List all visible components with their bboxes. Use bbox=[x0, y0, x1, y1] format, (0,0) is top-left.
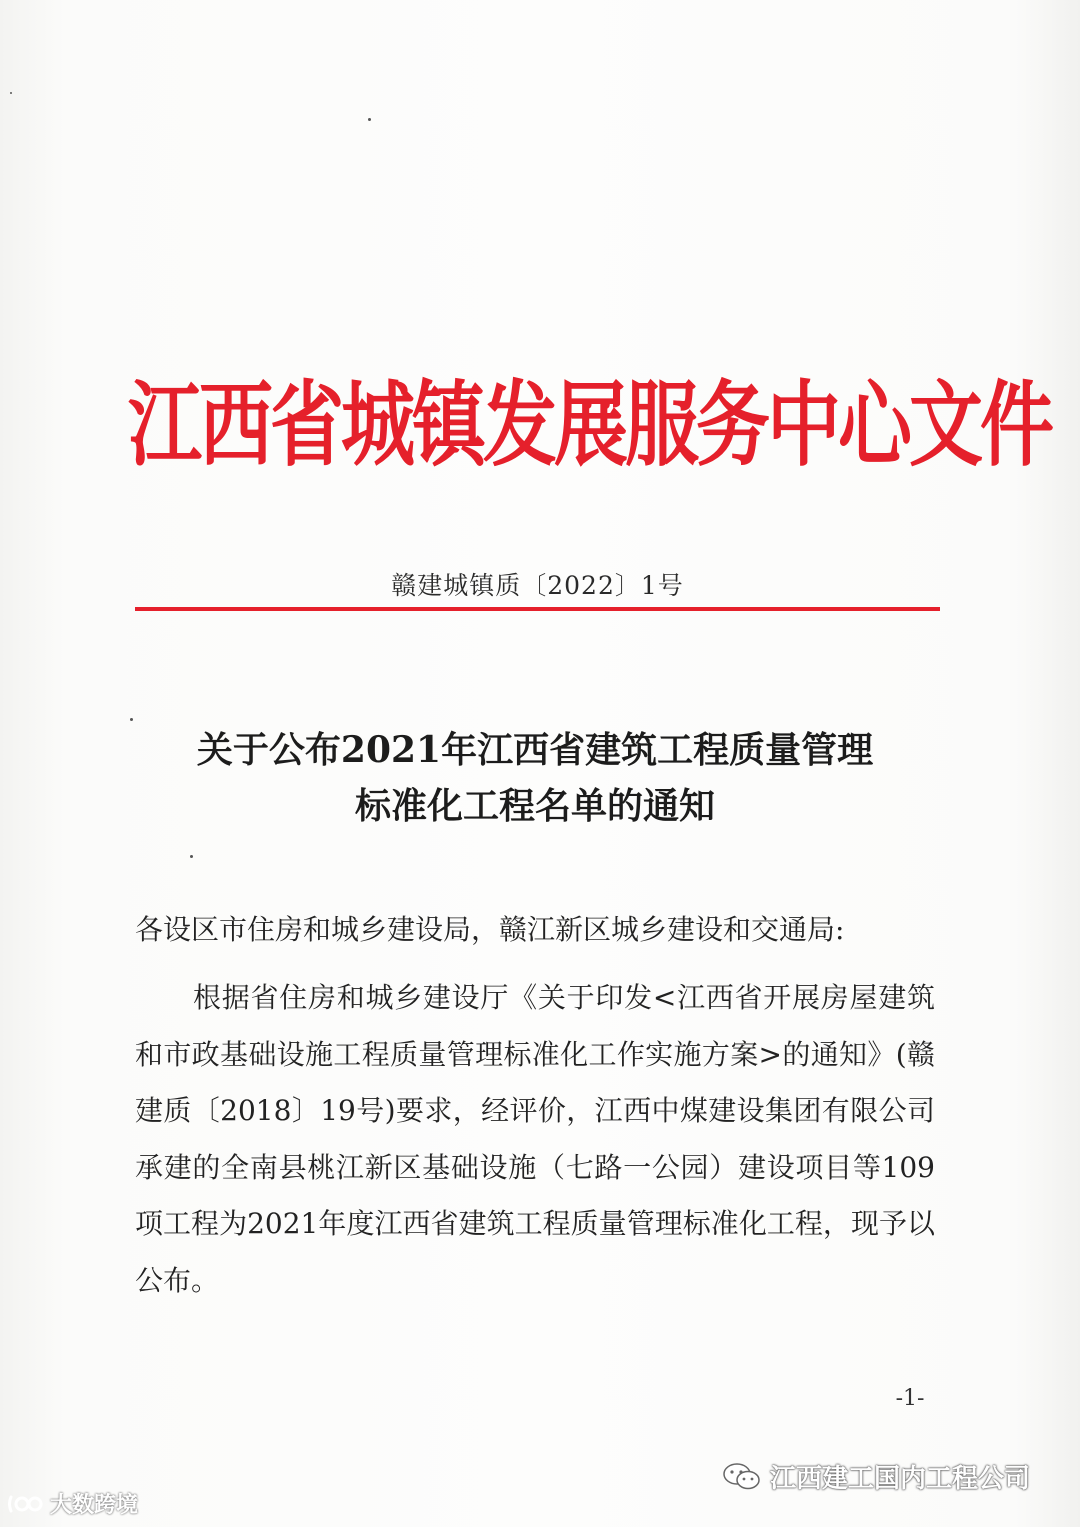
scan-speck bbox=[130, 718, 133, 721]
notice-title-line1: 关于公布2021年江西省建筑工程质量管理 bbox=[196, 729, 874, 771]
document-number: 赣建城镇质〔2022〕1号 bbox=[391, 571, 684, 600]
document-header-title: 江西省城镇发展服务中心文件 bbox=[128, 372, 1051, 480]
scan-speck bbox=[190, 855, 193, 858]
watermark-left-text: 大数跨境 bbox=[50, 1493, 139, 1518]
notice-title bbox=[120, 722, 950, 834]
body-text bbox=[135, 970, 935, 1309]
logo-icon bbox=[8, 1493, 44, 1515]
body-paragraph: 根据省住房和城乡建设厅《关于印发<江西省开展房屋建筑和市政基础设施工程质量管理标准化工作实施方案>的通知》(赣建质〔2018〕19号)要求，经评价，江西中煤建设集团有限公司承建的全南县桃江新区基础设施（七路一公园）建设项目等109项工程为2021年度江西省建筑工程质量管理标准化工程，现予以公布。 bbox=[135, 981, 935, 1297]
notice-title-line2: 标准化工程名单的通知 bbox=[354, 785, 715, 827]
red-divider bbox=[135, 607, 940, 611]
watermark-right-text: 江西建工国内工程公司 bbox=[770, 1464, 1031, 1494]
addressee: 各设区市住房和城乡建设局，赣江新区城乡建设和交通局: bbox=[135, 913, 845, 946]
page-number: -1- bbox=[895, 1386, 925, 1411]
scan-speck bbox=[368, 118, 371, 121]
watermark-right bbox=[722, 1458, 1030, 1495]
wechat-icon bbox=[722, 1461, 762, 1493]
watermark-left bbox=[8, 1488, 138, 1519]
scan-speck bbox=[10, 92, 12, 94]
